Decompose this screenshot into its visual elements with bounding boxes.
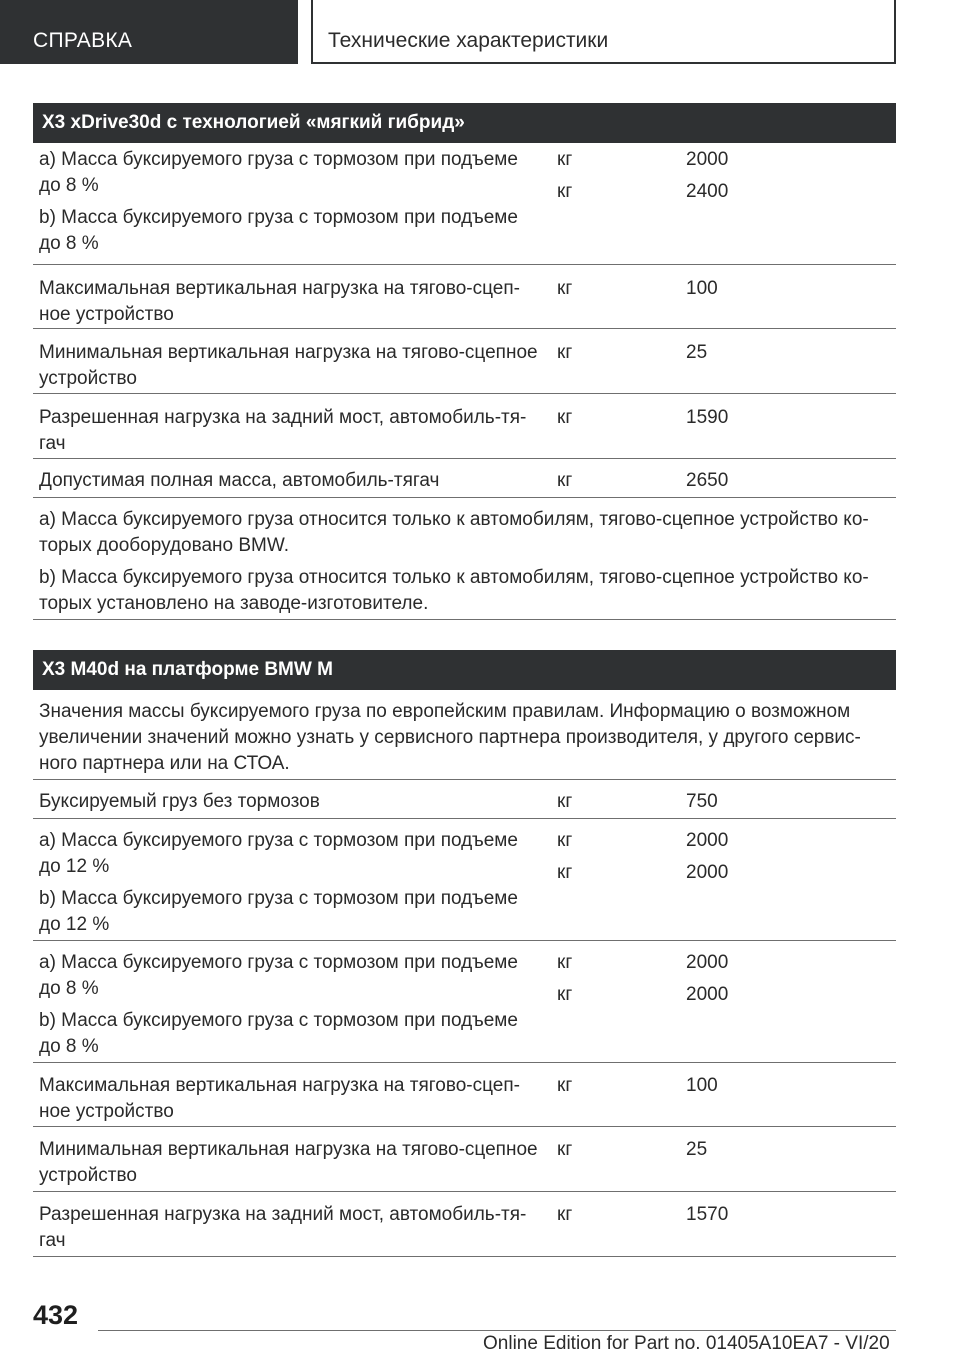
- row-value: 2000 2000: [686, 952, 729, 1005]
- row-unit: кг: [557, 1139, 573, 1160]
- row-value: 25: [686, 1139, 708, 1160]
- footnote-a: a) Масса буксируемого груза относится только к автомобилям, тягово-сцепное устройство ко-торых дооборудовано BMW.: [39, 509, 869, 556]
- row-label: Буксируемый груз без тормозов: [39, 791, 320, 812]
- footer-divider: [98, 1330, 896, 1331]
- footnotes: [33, 507, 896, 620]
- intro-text: Значения массы буксируемого груза по европейским правилам. Информацию о возможном увеличении значений можно узнать у сервисного партнера производителя, у другого сервис-ного партнера или на СТОА.: [39, 701, 861, 774]
- row-value: 2000 2400: [686, 149, 729, 202]
- table-row: [33, 276, 896, 329]
- page-number: 432: [33, 1300, 79, 1330]
- row-unit: кг кг: [557, 830, 573, 883]
- row-label: Минимальная вертикальная нагрузка на тягово-сцепное устройство: [39, 342, 538, 389]
- row-unit: кг: [557, 791, 573, 812]
- table-row: [33, 1137, 896, 1192]
- row-value: 2650: [686, 470, 729, 491]
- table-row: [33, 1202, 896, 1257]
- table-row: [33, 147, 896, 265]
- row-unit: кг: [557, 1075, 573, 1096]
- row-value: 750: [686, 791, 718, 812]
- section-tab-label: СПРАВКА: [33, 29, 133, 52]
- table-row: [33, 789, 896, 819]
- row-label: Допустимая полная масса, автомобиль-тягач: [39, 470, 440, 491]
- table-row: [33, 340, 896, 394]
- section-header-x3-xdrive30d: [33, 103, 896, 143]
- row-label: Максимальная вертикальная нагрузка на тягово-сцеп-ное устройство: [39, 278, 520, 325]
- row-unit: кг: [557, 470, 573, 491]
- page-title: Технические характеристики: [328, 29, 609, 52]
- row-label: a) Масса буксируемого груза с тормозом при подъеме до 8 % b) Масса буксируемого груза с тормозом при подъеме до 8 %: [39, 952, 518, 1057]
- row-unit: кг: [557, 1204, 573, 1225]
- row-unit: кг: [557, 407, 573, 428]
- table-row: [33, 468, 896, 498]
- row-label: a) Масса буксируемого груза с тормозом при подъеме до 12 % b) Масса буксируемого груза с тормозом при подъеме до 12 %: [39, 830, 518, 935]
- footnote-list: [39, 507, 889, 617]
- row-label: Минимальная вертикальная нагрузка на тягово-сцепное устройство: [39, 1139, 538, 1186]
- page-header: [311, 0, 896, 64]
- footnote-b: b) Масса буксируемого груза относится только к автомобилям, тягово-сцепное устройство ко-торых установлено на заводе-изготовителе.: [39, 567, 869, 614]
- edition-info: Online Edition for Part no. 01405A10EA7 - VI/20: [483, 1333, 890, 1354]
- row-value: 100: [686, 1075, 718, 1096]
- row-value: 1590: [686, 407, 729, 428]
- section-tab: [0, 0, 298, 64]
- section-title: X3 M40d на платформе BMW M: [42, 659, 333, 680]
- row-label: Разрешенная нагрузка на задний мост, автомобиль-тя-гач: [39, 407, 527, 454]
- table-row: [33, 828, 896, 941]
- section-title: X3 xDrive30d с технологией «мягкий гибрид»: [42, 112, 465, 133]
- row-value: 25: [686, 342, 708, 363]
- row-label: Разрешенная нагрузка на задний мост, автомобиль-тя-гач: [39, 1204, 527, 1251]
- row-unit: кг: [557, 342, 573, 363]
- row-value: 2000 2000: [686, 830, 729, 883]
- table-row: [33, 405, 896, 459]
- section-intro: [33, 699, 896, 780]
- row-unit: кг кг: [557, 952, 573, 1005]
- table-row: [33, 1073, 896, 1127]
- section-header-x3-m40d: [33, 650, 896, 690]
- row-label: a) Масса буксируемого груза с тормозом при подъеме до 8 % b) Масса буксируемого груза с тормозом при подъеме до 8 %: [39, 149, 518, 254]
- table-row: [33, 950, 896, 1063]
- row-value: 1570: [686, 1204, 729, 1225]
- row-value: 100: [686, 278, 718, 299]
- row-label: Максимальная вертикальная нагрузка на тягово-сцеп-ное устройство: [39, 1075, 520, 1122]
- row-unit: кг: [557, 278, 573, 299]
- row-unit: кг кг: [557, 149, 573, 202]
